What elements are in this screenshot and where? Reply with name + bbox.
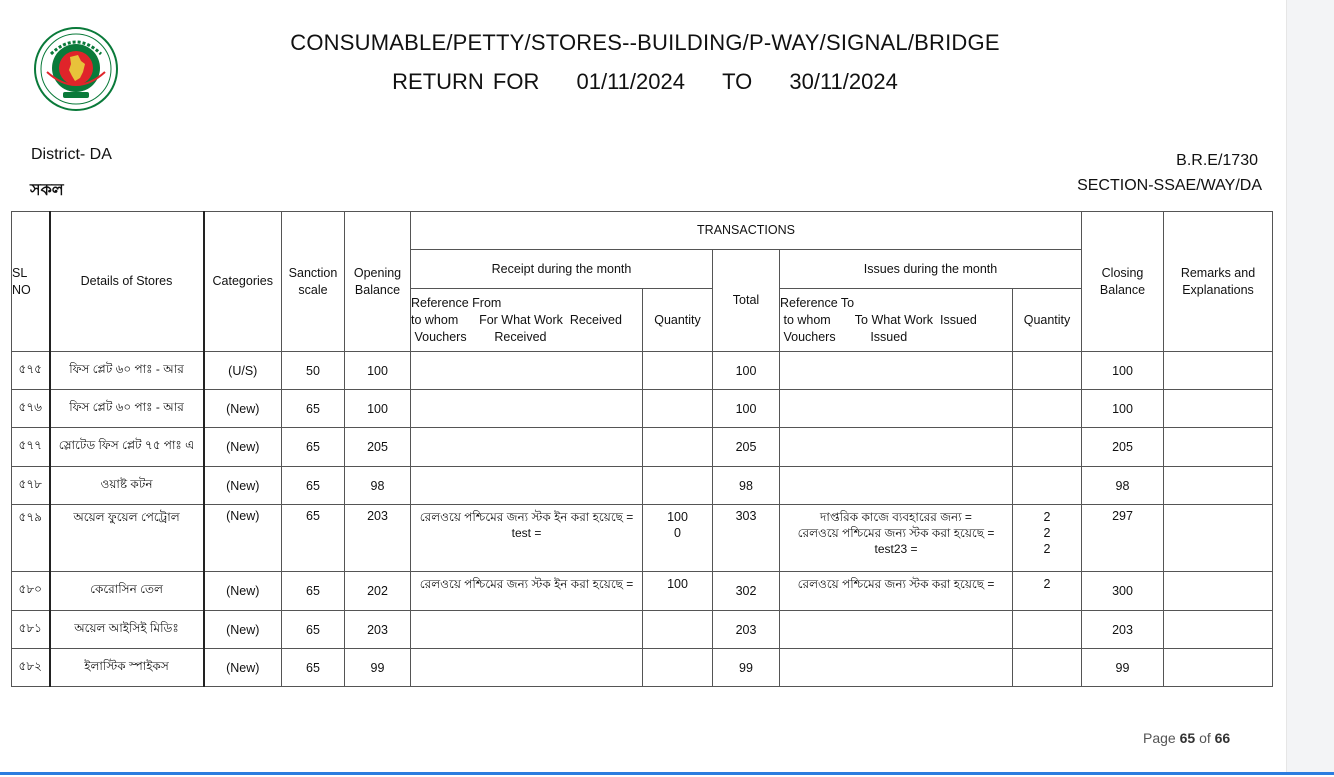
header-receipt: Receipt during the month [411, 250, 713, 289]
header-remarks: Remarks and Explanations [1164, 212, 1273, 352]
cell-remarks [1164, 390, 1273, 428]
page-total: 66 [1214, 730, 1231, 746]
cell-sanction: 65 [282, 649, 345, 687]
cell-total: 100 [713, 390, 780, 428]
cell-remarks [1164, 572, 1273, 611]
cell-issue-quantity [1013, 467, 1082, 505]
cell-total: 205 [713, 428, 780, 467]
cell-issue-reference [780, 390, 1013, 428]
cell-receipt-reference [411, 467, 643, 505]
report-title: CONSUMABLE/PETTY/STORES--BUILDING/P-WAY/SIGNAL/BRIDGE [290, 30, 1000, 55]
cell-remarks [1164, 611, 1273, 649]
cell-receipt-reference [411, 352, 643, 390]
cell-details: ইলাস্টিক স্পাইকস [50, 649, 204, 687]
cell-category: (New) [204, 649, 282, 687]
cell-issue-quantity [1013, 352, 1082, 390]
cell-sanction: 65 [282, 467, 345, 505]
cell-details: কেরোসিন তেল [50, 572, 204, 611]
cell-opening: 203 [345, 611, 411, 649]
page-indicator: Page 65 of 66 [1143, 730, 1231, 746]
cell-issue-reference [780, 467, 1013, 505]
cell-sl-no: ৫৮১ [12, 611, 50, 649]
cell-sl-no: ৫৮০ [12, 572, 50, 611]
header-issue-quantity: Quantity [1013, 289, 1082, 352]
table-row [12, 572, 1273, 611]
cell-receipt-quantity: 100 [643, 572, 713, 611]
section-code: SECTION-SSAE/WAY/DA [1077, 177, 1262, 194]
cell-sanction: 65 [282, 505, 345, 572]
cell-receipt-reference: রেলওয়ে পশ্চিমের জন্য স্টক ইন করা হয়েছে = test = [411, 505, 643, 572]
viewer-side-pane [1287, 0, 1334, 774]
cell-details: ফিস প্লেট ৬০ পাঃ - আর [50, 352, 204, 390]
cell-total: 99 [713, 649, 780, 687]
cell-remarks [1164, 428, 1273, 467]
cell-issue-reference [780, 352, 1013, 390]
cell-category: (New) [204, 505, 282, 572]
cell-receipt-quantity [643, 649, 713, 687]
cell-sanction: 65 [282, 572, 345, 611]
cell-closing: 100 [1082, 352, 1164, 390]
table-row [12, 428, 1273, 467]
cell-remarks [1164, 352, 1273, 390]
table-row [12, 390, 1273, 428]
cell-sanction: 65 [282, 428, 345, 467]
cell-category: (New) [204, 611, 282, 649]
header-opening-balance: Opening Balance [345, 212, 411, 352]
header-details: Details of Stores [50, 212, 204, 352]
table-row [12, 505, 1273, 572]
header-sanction-scale: Sanction scale [282, 212, 345, 352]
cell-closing: 300 [1082, 572, 1164, 611]
cell-opening: 98 [345, 467, 411, 505]
cell-opening: 100 [345, 352, 411, 390]
header-transactions: TRANSACTIONS [411, 212, 1082, 250]
period-from-date: 01/11/2024 [576, 69, 685, 94]
cell-closing: 100 [1082, 390, 1164, 428]
period-prefix: RETURN FOR [392, 69, 540, 94]
cell-remarks [1164, 649, 1273, 687]
cell-receipt-quantity [643, 428, 713, 467]
cell-sl-no: ৫৭৯ [12, 505, 50, 572]
cell-total: 302 [713, 572, 780, 611]
cell-sl-no: ৫৭৬ [12, 390, 50, 428]
period-to-date: 30/11/2024 [789, 69, 898, 94]
cell-issue-reference [780, 611, 1013, 649]
stores-return-table [11, 211, 1273, 687]
header-issues: Issues during the month [780, 250, 1082, 289]
cell-details: স্লোটেড ফিস প্লেট ৭৫ পাঃ এ [50, 428, 204, 467]
cell-issue-reference: রেলওয়ে পশ্চিমের জন্য স্টক করা হয়েছে = [780, 572, 1013, 611]
cell-issue-quantity [1013, 390, 1082, 428]
header-issue-reference: Reference To to whom To What Work Issued Vouchers Issued [780, 289, 1013, 352]
cell-details: ফিস প্লেট ৬০ পাঃ - আর [50, 390, 204, 428]
cell-receipt-quantity [643, 467, 713, 505]
cell-issue-reference [780, 649, 1013, 687]
cell-receipt-quantity [643, 390, 713, 428]
cell-closing: 98 [1082, 467, 1164, 505]
cell-opening: 203 [345, 505, 411, 572]
cell-closing: 297 [1082, 505, 1164, 572]
district-label: District- DA [31, 146, 112, 163]
header-total: Total [713, 250, 780, 352]
cell-details: অয়েল আইসিই মিডিঃ [50, 611, 204, 649]
period-to-label: TO [722, 69, 753, 94]
cell-receipt-reference: রেলওয়ে পশ্চিমের জন্য স্টক ইন করা হয়েছে = [411, 572, 643, 611]
cell-total: 100 [713, 352, 780, 390]
cell-receipt-reference [411, 390, 643, 428]
header-receipt-reference: Reference From to whom For What Work Received Vouchers Received [411, 289, 643, 352]
table-row [12, 467, 1273, 505]
cell-issue-quantity: 2 [1013, 572, 1082, 611]
cell-category: (New) [204, 428, 282, 467]
cell-opening: 205 [345, 428, 411, 467]
cell-sanction: 65 [282, 390, 345, 428]
cell-receipt-reference [411, 611, 643, 649]
cell-issue-reference: দাপ্তরিক কাজে ব্যবহারের জন্য = রেলওয়ে পশ্চিমের জন্য স্টক করা হয়েছে = test23 = [780, 505, 1013, 572]
cell-receipt-reference [411, 649, 643, 687]
cell-issue-quantity [1013, 611, 1082, 649]
cell-opening: 202 [345, 572, 411, 611]
cell-closing: 99 [1082, 649, 1164, 687]
cell-category: (New) [204, 572, 282, 611]
cell-issue-quantity [1013, 428, 1082, 467]
government-seal-logo [33, 26, 119, 112]
header-sl-no: SL NO [12, 212, 50, 352]
cell-sl-no: ৫৮২ [12, 649, 50, 687]
sakol-label: সকল [30, 182, 64, 199]
cell-receipt-quantity [643, 352, 713, 390]
header-closing-balance: Closing Balance [1082, 212, 1164, 352]
table-body [12, 352, 1273, 687]
cell-opening: 100 [345, 390, 411, 428]
cell-category: (U/S) [204, 352, 282, 390]
cell-receipt-reference [411, 428, 643, 467]
cell-total: 203 [713, 611, 780, 649]
cell-category: (New) [204, 390, 282, 428]
page-current: 65 [1179, 730, 1196, 746]
cell-total: 303 [713, 505, 780, 572]
cell-issue-quantity: 2 2 2 [1013, 505, 1082, 572]
cell-sl-no: ৫৭৮ [12, 467, 50, 505]
cell-receipt-quantity: 100 0 [643, 505, 713, 572]
viewer-bottom-border [0, 772, 1334, 775]
cell-details: অয়েল ফুয়েল পেট্রোল [50, 505, 204, 572]
cell-closing: 205 [1082, 428, 1164, 467]
cell-remarks [1164, 505, 1273, 572]
table-row [12, 611, 1273, 649]
cell-closing: 203 [1082, 611, 1164, 649]
cell-sanction: 50 [282, 352, 345, 390]
header-categories: Categories [204, 212, 282, 352]
cell-category: (New) [204, 467, 282, 505]
cell-sl-no: ৫৭৭ [12, 428, 50, 467]
cell-issue-reference [780, 428, 1013, 467]
report-period [200, 69, 1090, 95]
cell-receipt-quantity [643, 611, 713, 649]
cell-opening: 99 [345, 649, 411, 687]
cell-issue-quantity [1013, 649, 1082, 687]
table-row [12, 649, 1273, 687]
cell-sl-no: ৫৭৫ [12, 352, 50, 390]
bre-code: B.R.E/1730 [1176, 152, 1258, 169]
cell-sanction: 65 [282, 611, 345, 649]
cell-total: 98 [713, 467, 780, 505]
table-row [12, 352, 1273, 390]
cell-details: ওয়াষ্ট কটন [50, 467, 204, 505]
cell-remarks [1164, 467, 1273, 505]
header-receipt-quantity: Quantity [643, 289, 713, 352]
